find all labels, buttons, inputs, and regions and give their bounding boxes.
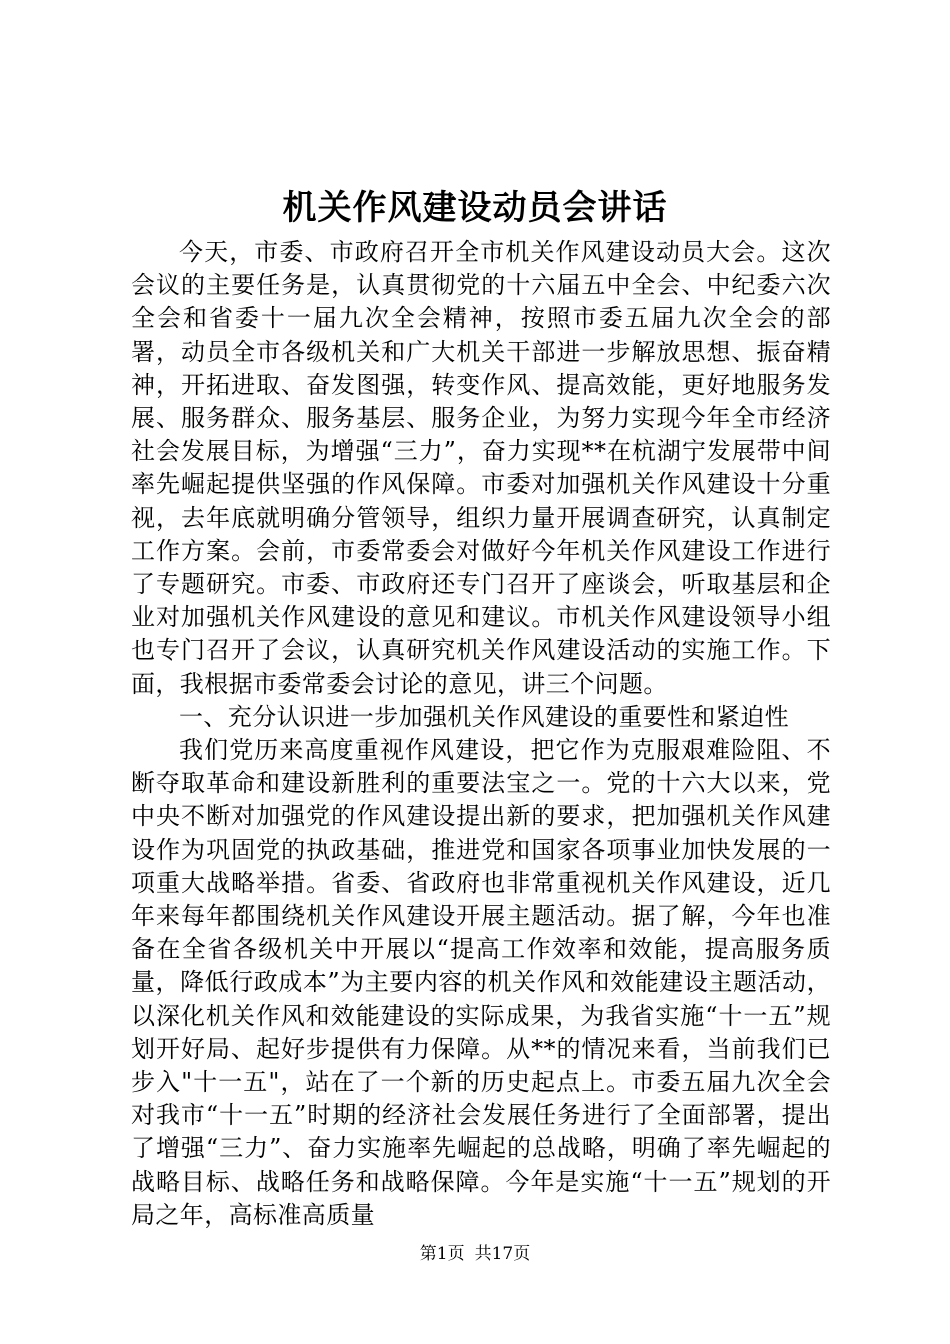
page-total: 共17页 [474, 1244, 531, 1264]
page-number: 第1页 [419, 1244, 465, 1264]
section-heading-1: 一、充分认识进一步加强机关作风建设的重要性和紧迫性 [179, 702, 789, 731]
document-title: 机关作风建设动员会讲话 [282, 188, 668, 228]
paragraph-section-1: 我们党历来高度重视作风建设，把它作为克服艰难险阻、不断夺取革命和建设新胜利的重要法宝之一。党的十六大以来，党中央不断对加强党的作风建设提出新的要求，把加强机关作风建设作为巩固党的执政基础，推进党和国家各项事业加快发展的一项重大战略举措。省委、省政府也非常重视机关作风建设，近几年来每年都围绕机关作风建设开展主题活动。据了解，今年也准备在全省各级机关中开展以“提高工作效率和效能，提高服务质量，降低行政成本”为主要内容的机关作风和效能建设主题活动，以深化机关作风和效能建设的实际成果，为我省实施“十一五”规划开好局、起好步提供有力保障。从**的情况来看，当前我们已步入"十一五"，站在了一个新的历史起点上。市委五届九次全会对我市“十一五”时期的经济社会发展任务进行了全面部署，提出了增强“三力”、奋力实施率先崛起的总战略，明确了率先崛起的战略目标、战略任务和战略保障。今年是实施“十一五”规划的开局之年，高标准高质量 [131, 736, 831, 1229]
document-body [131, 236, 831, 1232]
page-footer [0, 1243, 950, 1265]
paragraph-intro: 今天，市委、市政府召开全市机关作风建设动员大会。这次会议的主要任务是，认真贯彻党的十六届五中全会、中纪委六次全会和省委十一届九次全会精神，按照市委五届九次全会的部署，动员全市各级机关和广大机关干部进一步解放思想、振奋精神，开拓进取、奋发图强，转变作风、提高效能，更好地服务发展、服务群众、服务基层、服务企业，为努力实现今年全市经济社会发展目标，为增强“三力”，奋力实现**在杭湖宁发展带中间率先崛起提供坚强的作风保障。市委对加强机关作风建设十分重视，去年底就明确分管领导，组织力量开展调查研究，认真制定工作方案。会前，市委常委会对做好今年机关作风建设工作进行了专题研究。市委、市政府还专门召开了座谈会，听取基层和企业对加强机关作风建设的意见和建议。市机关作风建设领导小组也专门召开了会议，认真研究机关作风建设活动的实施工作。下面，我根据市委常委会讨论的意见，讲三个问题。 [131, 238, 831, 698]
